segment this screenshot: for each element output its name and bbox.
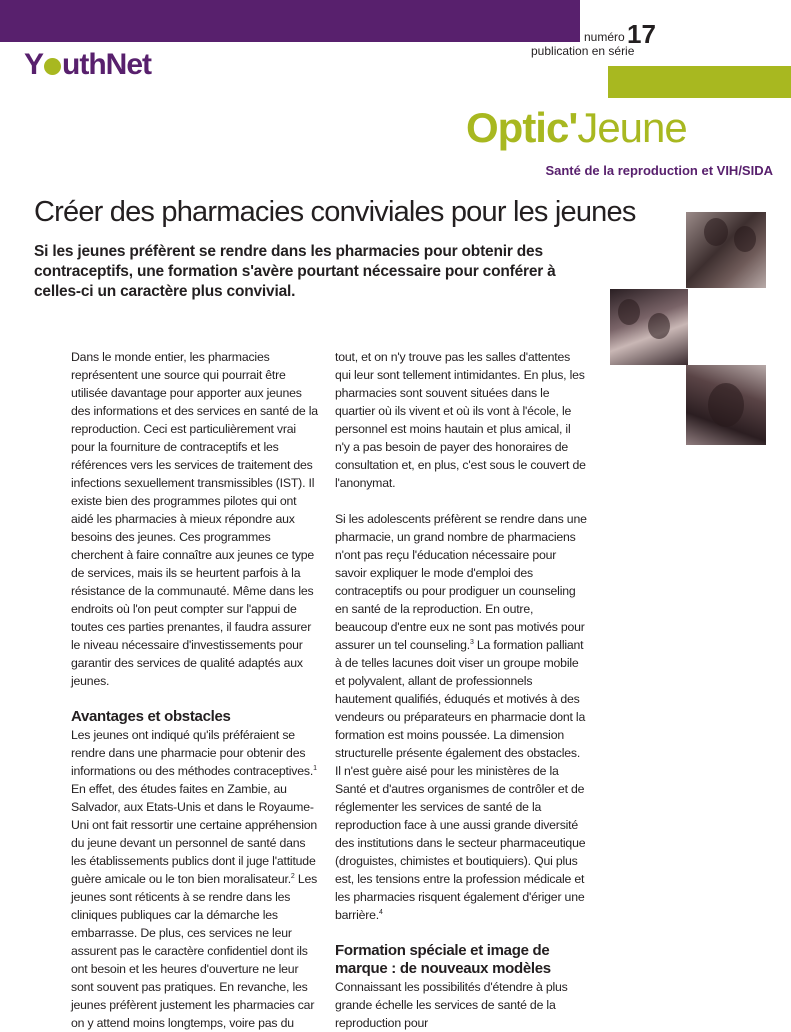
issue-info <box>531 20 657 62</box>
footnote-ref-2: 2 <box>290 873 295 880</box>
paragraph-continued: tout, et on n'y trouve pas les salles d'attentes qui leur sont tellement intimidantes. En plus, les pharmacies sont souvent situées dans le quartier où ils vivent et où ils vont à l'école, le personnel est moins hautain et plus amical, il n'y a pas besoin de payer des honoraires de consultation et, en plus, c'est sous le couvert de l'anonymat. <box>335 350 586 490</box>
paragraph-intro: Dans le monde entier, les pharmacies représentent une source qui pourrait être utilisée davantage pour apporter aux jeunes des informations et des services en santé de la reproduction. Ceci est particulièrement vrai pour la fourniture de contraceptifs et les références vers les services de traitement des infections sexuellement transmissibles (IST). Il existe bien des programmes pilotes qui ont aidé les pharmacies à mieux répondre aux besoins des jeunes. Ces programmes cherchent à faire connaître aux jeunes ce type de services, mais ils se heurtent parfois à la résistance de la communauté. Même dans les endroits où l'on peut compter sur l'appui de toutes ces parties prenantes, il faudra assurer le niveau nécessaire d'investissements pour garantir des services de qualité adaptés aux jeunes. <box>71 350 318 688</box>
brand-jeune: Jeune <box>577 104 687 151</box>
footnote-ref-1: 1 <box>313 765 317 772</box>
youthnet-logo: Y uthNet <box>24 48 151 81</box>
text-segment: En effet, des études faites en Zambie, au Salvador, aux Etats-Unis et dans le Royaume-Uni ont fait ressortir une certaine appréhension du jeune devant un personnel de santé dans les établissements publics dont il juge l'attitude guère amicale ou le ton bien moralisateur. <box>71 782 318 886</box>
footnote-ref-3: 3 <box>469 639 474 646</box>
article-title: Créer des pharmacies conviviales pour les jeunes <box>34 196 636 228</box>
text-segment: Si les adolescents préfèrent se rendre dans une pharmacie, un grand nombre de pharmaciens n'ont pas reçu l'éducation nécessaire pour savoir expliquer le mode d'emploi des contraceptifs ou pour prodiguer un counseling en santé de la reproduction. En outre, beaucoup d'entre eux ne sont pas motivés pour assurer un tel counseling. <box>335 512 587 652</box>
series-label: publication en série <box>531 44 635 58</box>
paragraph-formation: Connaissant les possibilités d'étendre à plus grande échelle les services de santé de la reproduction pour <box>335 980 568 1030</box>
brand-optic: Optic' <box>466 104 578 151</box>
text-segment: Les jeunes ont indiqué qu'ils préféraient se rendre dans une pharmacie pour obtenir des informations ou des méthodes contraceptives. <box>71 728 314 778</box>
paragraph-adolescents <box>335 510 587 924</box>
header-purple-bar <box>0 0 580 42</box>
subject-line: Santé de la reproduction et VIH/SIDA <box>545 163 773 178</box>
text-segment: La formation palliant à de telles lacunes doit viser un groupe mobile et polyvalent, allant de professionnels hautement qualifiés, éduqués et motivés à des vendeurs ou préparateurs en pharmacie dont la formation est moins poussée. La dimension structurelle présente également des obstacles. Il n'est guère aisé pour les ministères de la Santé et d'autres organismes de contrôler et de réglementer les services de santé de la reproduction face à une aussi grande diversité des institutions dans le secteur pharmaceutique (droguistes, chimistes et boutiquiers). Qui plus est, les tensions entre la profession médicale et les pharmacies risquent également d'ériger une barrière. <box>335 638 586 922</box>
header-green-bar <box>608 66 791 98</box>
logo-globe-icon <box>44 58 61 75</box>
paragraph-avantages <box>71 726 321 1032</box>
optic-jeune-logo <box>466 104 687 152</box>
column-left <box>71 348 321 1032</box>
text-segment: Les jeunes sont réticents à se rendre dans les cliniques publiques car la démarche les embarrasse. De plus, ces services ne leur assurent pas le caractère confidentiel dont ils ont besoin et les heures d'ouverture ne leur sont souvent pas pratiques. En revanche, les jeunes préfèrent justement les pharmacies car on y attend moins longtemps, voire pas du <box>71 872 318 1030</box>
heading-avantages: Avantages et obstacles <box>71 708 231 725</box>
article-lead: Si les jeunes préfèrent se rendre dans les pharmacies pour obtenir des contraceptifs, une formation s'avère pourtant nécessaire pour conférer à celles-ci un caractère plus convivial. <box>34 243 556 300</box>
photo-young-people-smiling <box>686 212 766 288</box>
issue-number: 17 <box>627 19 656 49</box>
heading-formation: Formation spéciale et image de marque : de nouveaux modèles <box>335 942 551 977</box>
footnote-ref-4: 4 <box>379 909 383 916</box>
photo-young-women-reading <box>610 289 688 365</box>
column-right <box>335 348 587 1032</box>
photo-young-man-portrait <box>686 365 766 445</box>
issue-label: numéro <box>584 30 625 44</box>
